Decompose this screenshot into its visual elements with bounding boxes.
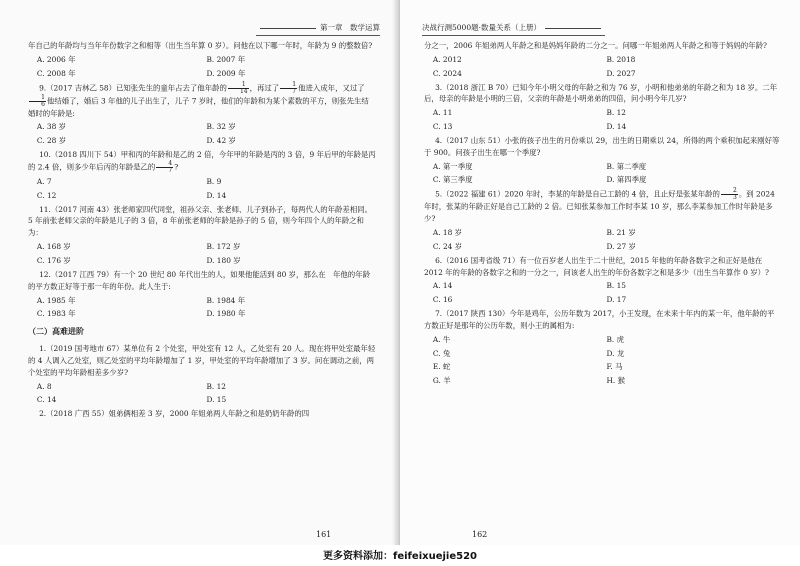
q8-option-c: C. 2008 年 (36, 68, 76, 78)
q9-fraction-2: $\frac{1}{7}$ (280, 82, 297, 95)
q8-options-row2 (28, 68, 376, 80)
s2q6-stem: 6.（2016 国考省级 71）有一位百岁老人出生于二十世纪，2015 年他的年龄各数字之和正好是他在 2012 年的年龄的各数字之和的一分之一，问该老人出生的年份各数字之和是多少（出生当年算作 0 岁）? (424, 255, 769, 277)
s2q7-option-g: G. 羊 (432, 376, 451, 386)
s2q3-option-b: B. 12 (606, 108, 626, 118)
section-heading-advanced: （二）高难进阶 (28, 327, 84, 337)
s2q3-stem: 3.（2018 浙江 B 70）已知今年小明父母的年龄之和为 76 岁，小明和他弟弟的年龄之和为 18 岁。二年后，母亲的年龄是小明的三倍，父亲的年龄是小明弟弟的四倍，问小明今年几岁? (424, 82, 778, 104)
s2q7-option-d: D. 龙 (606, 348, 625, 358)
s2q5-fraction: $\frac{2}{3}$ (721, 188, 738, 201)
s2q5-options-row1 (424, 227, 780, 239)
s2q1-option-a: A. 8 (36, 381, 52, 391)
q9-option-a: A. 38 岁 (36, 122, 67, 132)
q10-option-c: C. 12 (36, 190, 57, 200)
s2q6-options-row2 (424, 294, 780, 306)
q8-option-d: D. 2009 年 (206, 68, 246, 78)
right-page-body (424, 40, 780, 389)
s2q4-option-a: A. 第一季度 (432, 161, 473, 171)
q12-stem: 12.（2017 江西 79）有一个 20 世纪 80 年代出生的人，如果他能活到 80 岁，那么在 年他的年龄的平方数正好等于那一年的年份。此人生于: (28, 269, 370, 291)
left-running-header: 第一章 数学运算 (256, 22, 380, 36)
q9-fraction-1: $\frac{1}{14}$ (228, 82, 249, 95)
s2q7-option-e: E. 蛇 (432, 362, 451, 372)
s2q7-option-c: C. 兔 (432, 348, 451, 358)
s2q7-options-row2 (424, 348, 780, 360)
s2q6-option-a: A. 14 (432, 281, 453, 291)
q12-option-b: B. 1984 年 (206, 295, 246, 305)
q8-option-a: A. 2006 年 (36, 54, 76, 64)
s2q5-option-d: D. 27 岁 (606, 241, 636, 251)
q10-options-row2 (28, 190, 376, 202)
s2q2-options-row2 (424, 68, 780, 80)
left-page (0, 0, 398, 545)
s2q5-option-a: A. 18 岁 (432, 227, 463, 237)
s2q5-options-row2 (424, 241, 780, 253)
s2q4-option-b: B. 第二季度 (606, 161, 647, 171)
s2q1-option-b: B. 12 (206, 381, 226, 391)
s2q6-option-c: C. 16 (432, 295, 453, 305)
s2q3-options-row2 (424, 121, 780, 133)
q12-option-c: C. 1983 年 (36, 309, 76, 319)
s2q2-option-c: C. 2024 (432, 68, 462, 78)
q10-options-row1 (28, 176, 376, 188)
q8-option-b: B. 2007 年 (206, 54, 246, 64)
s2q2-option-a: A. 2012 (432, 54, 462, 64)
q9-options-row1 (28, 121, 376, 133)
q11-option-c: C. 176 岁 (36, 255, 71, 265)
q11-option-a: A. 168 岁 (36, 242, 71, 252)
q9-options-row2 (28, 135, 376, 147)
s2q2-option-d: D. 2027 (606, 68, 636, 78)
q8-options-row1 (28, 54, 376, 66)
q10-stem: 10.（2018 四川下 54）甲和丙的年龄和是乙的 2 倍，今年甲的年龄是丙的 3 倍，9 年后甲的年龄是丙的 2.4 倍，则多少年后丙的年龄是乙的 $\frac{4}{7}$ ? (28, 150, 376, 174)
header-rule (545, 28, 601, 29)
s2q2-continued-stem: 分之一，2006 年姐弟两人年龄之和是妈妈年龄的二分之一。问哪一年姐弟两人年龄之和等于妈妈的年龄? (424, 41, 767, 50)
right-page (400, 0, 800, 545)
s2q1-stem: 1.（2019 国考地市 67）某单位有 2 个处室，甲处室有 12 人，乙处室有 20 人。现在将甲处室最年轻的 4 人调入乙处室，则乙处室的平均年龄增加了 1 岁，甲处室的平均年龄增加了 3 岁。问在调动之前，两个处室的平均年龄相差多少岁? (28, 343, 376, 377)
s2q7-option-h: H. 猴 (606, 376, 625, 386)
s2q5-option-c: C. 24 岁 (432, 241, 463, 251)
q12-option-a: A. 1985 年 (36, 295, 76, 305)
s2q4-option-c: C. 第三季度 (432, 175, 473, 185)
q12-option-d: D. 1980 年 (206, 309, 246, 319)
q10-fraction: $\frac{4}{7}$ (156, 161, 173, 174)
s2q6-options-row1 (424, 280, 780, 292)
s2q6-option-b: B. 15 (606, 281, 626, 291)
s2q4-stem: 4.（2017 山东 51）小张的孩子出生的月份乘以 29，出生的日期乘以 24，所得的两个乘积加起来刚好等于 900。问孩子出生在哪一个季度? (424, 135, 780, 157)
q9-fraction-3: $\frac{1}{6}$ (29, 95, 46, 108)
s2q7-option-a: A. 牛 (432, 334, 451, 344)
s2q1-option-d: D. 15 (206, 395, 227, 405)
s2q7-option-b: B. 虎 (606, 334, 624, 344)
q10-option-b: B. 9 (206, 176, 222, 186)
q9-option-b: B. 32 岁 (206, 122, 236, 132)
right-running-header: 决战行测5000题·数量关系（上册） (422, 22, 605, 36)
s2q7-options-row3 (424, 361, 780, 373)
s2q5-stem: 5.（2022 福建 61）2020 年时，李某的年龄是自己工龄的 4 倍，且止好是张某年龄的 $\frac{2}{3}$ 。到 2024 年时，张某的年龄正好是自己工龄的 2 倍。已知张某参加工作时李某 10 岁，那么李某参加工作时年龄是多少? (424, 187, 775, 224)
s2q2-stem: 2.（2018 广西 55）姐弟俩相差 3 岁，2000 年姐弟两人年龄之和是奶奶年龄的四 (39, 409, 310, 419)
s2q3-option-d: D. 14 (606, 122, 627, 132)
q12-options-row1 (28, 295, 376, 307)
s2q5-option-b: B. 21 岁 (606, 227, 636, 237)
left-page-number: 161 (316, 530, 332, 539)
q9-option-d: D. 42 岁 (206, 136, 236, 146)
s2q1-options-row1 (28, 381, 376, 393)
s2q4-option-d: D. 第四季度 (606, 175, 647, 185)
s2q3-options-row1 (424, 107, 780, 119)
watermark-text: 更多资料添加：feifeixuejie520 (323, 551, 477, 562)
left-page-body (28, 40, 376, 422)
s2q4-options-row2 (424, 174, 780, 186)
s2q4-options-row1 (424, 161, 780, 173)
s2q7-options-row1 (424, 334, 780, 346)
header-rule (260, 28, 316, 29)
s2q2-option-b: B. 2018 (606, 54, 636, 64)
s2q7-options-row4 (424, 375, 780, 387)
q9-option-c: C. 28 岁 (36, 136, 67, 146)
q11-stem: 11.（2017 河南 43）张老师家四代同堂，祖孙父亲、张老师、儿子到孙子，每两代人的年龄差相同。5 年前张老师父亲的年龄是儿子的 3 倍，8 年前张老师的年龄是孙子的 5 倍，则今年四个人的年龄之和为： (28, 204, 372, 238)
s2q3-option-a: A. 11 (432, 108, 453, 118)
s2q1-options-row2 (28, 394, 376, 406)
q11-option-d: D. 180 岁 (206, 255, 241, 265)
q11-option-b: B. 172 岁 (206, 242, 241, 252)
s2q6-option-d: D. 17 (606, 295, 627, 305)
q10-option-d: D. 14 (206, 190, 227, 200)
q10-option-a: A. 7 (36, 176, 52, 186)
right-page-number: 162 (472, 530, 488, 539)
s2q7-option-f: F. 马 (606, 362, 623, 372)
s2q2-options-row1 (424, 54, 780, 66)
q12-options-row2 (28, 308, 376, 320)
q8-stem: 年自己的年龄均与当年年份数字之和相等（出生当年算 0 岁）。问他在以下哪一年时，年龄为 9 的整数倍? (28, 41, 373, 50)
s2q3-option-c: C. 13 (432, 122, 453, 132)
s2q7-stem: 7.（2017 陕西 130）今年是鸡年，公历年数为 2017，小王发现，在未来十年内的某一年，他年龄的平方数正好是那年的公历年数，则小王的属相为: (424, 309, 775, 330)
q11-options-row1 (28, 241, 376, 253)
q11-options-row2 (28, 255, 376, 267)
s2q1-option-c: C. 14 (36, 395, 57, 405)
q9-stem: 9.（2017 吉林乙 58）已知张先生的童年占去了他年龄的 $\frac{1}{14}$ ，再过了 $\frac{1}{7}$ 他进入成年，又过了 $\frac{1}{6}$ 他结婚了，婚后 3 年他的儿子出生了，儿子 7 岁时，他们的年龄和为某个素数的平方，则张先生结婚时的年龄是: (28, 80, 369, 118)
